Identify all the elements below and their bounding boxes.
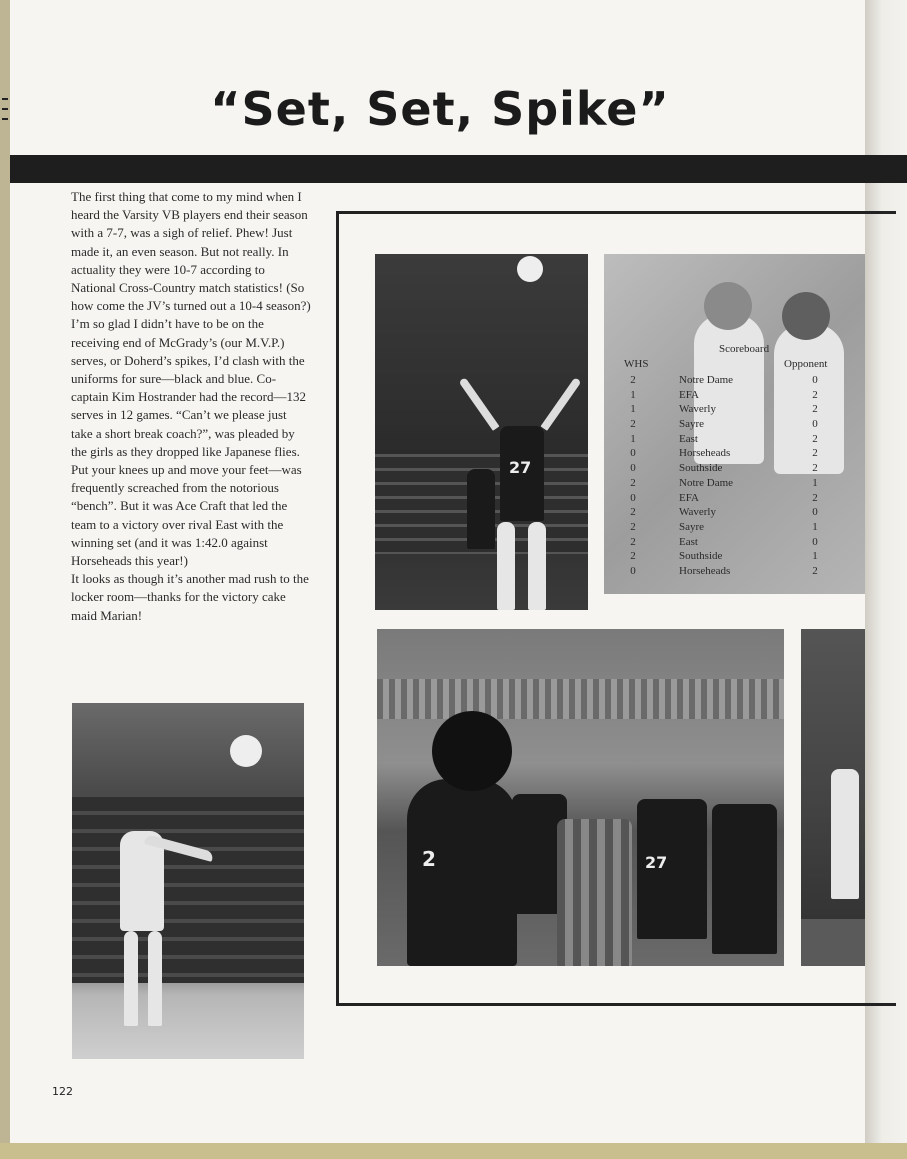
opponent-score: 0 [812, 374, 818, 386]
article-paragraph: I’m so glad I didn’t have to be on the receiving end of McGrady’s (our M.V.P.) serves, or Doherd’s spikes, I’d clash with the uniforms for sure—black and blue. Co-captain Kim Hostrander had the record—132 serves in 12 games. “Can’t we please just take a short break coach?”, was pleaded by the girls as they dropped like Japanese flies. Put your knees up and move your feet—was frequently screached from the notorious “bench”. But it was Ace Craft that led the team to a victory over rival East with the winning set (and it was 1:42.0 against Horseheads this year!) [71, 316, 307, 569]
opponent-score: 2 [812, 403, 818, 416]
team-name: Southside [679, 550, 723, 563]
photo-team-scoreboard [604, 254, 865, 594]
binding-mark [2, 108, 8, 110]
jersey-number-2: 2 [422, 847, 436, 871]
binding-mark [2, 98, 8, 100]
team-name: Notre Dame [679, 476, 734, 489]
whs-score: 2 [630, 535, 636, 548]
gym-railing [377, 679, 784, 719]
photo-game-action-cropped [801, 629, 865, 966]
opponent-score: 2 [812, 491, 818, 504]
team-name: East [679, 535, 698, 548]
team-name: Waverly [679, 506, 716, 519]
opponent-score: 2 [812, 564, 818, 577]
player-figure [831, 769, 859, 899]
opponent-score: 0 [812, 418, 818, 431]
jersey-number-27: 27 [645, 853, 668, 872]
book-binding [0, 0, 10, 1143]
opponent-teams [679, 373, 789, 579]
opponent-score: 1 [812, 550, 818, 563]
whs-score: 0 [630, 564, 636, 577]
volleyball [230, 735, 262, 767]
whs-score: 2 [630, 506, 636, 519]
opponent-score: 0 [812, 506, 818, 519]
jersey-number-27: 27 [509, 458, 532, 477]
bleachers-crowd [72, 793, 304, 983]
page-title: “Set, Set, Spike” [210, 82, 670, 136]
whs-score: 0 [630, 491, 636, 504]
team-name: EFA [679, 491, 699, 504]
page-bottom-edge [0, 1143, 907, 1159]
team-name: Southside [679, 462, 723, 475]
whs-score: 2 [630, 418, 636, 431]
player-legs [497, 522, 515, 610]
player-legs [528, 522, 546, 610]
article-paragraph: It looks as though it’s another mad rush to the locker room—thanks for the victory cake maid Marian! [71, 571, 309, 623]
team-name: Sayre [679, 520, 705, 533]
whs-score: 0 [630, 462, 636, 475]
team-name: Sayre [679, 418, 705, 431]
player-arm [541, 377, 582, 431]
opponent-score: 2 [812, 432, 818, 445]
player-figure [712, 804, 777, 954]
binding-mark [2, 118, 8, 120]
opponent-score: 2 [812, 462, 818, 475]
team-name: EFA [679, 388, 699, 401]
volleyball [517, 256, 543, 282]
opponent-score: 2 [812, 447, 818, 460]
whs-score: 2 [630, 374, 636, 386]
article-paragraph: The first thing that come to my mind when I heard the Varsity VB players end their season with a 7-7, was a sigh of relief. Phew! Just made it, an even season. But not really. In actuality they were 10-7 according to National Cross-Country match statistics! (So how come the JV’s turned out a 10-4 season?) [71, 189, 311, 314]
scoreboard [604, 254, 865, 594]
team-name: Notre Dame [679, 374, 734, 386]
team-name: Horseheads [679, 564, 731, 577]
team-name: Horseheads [679, 447, 731, 460]
whs-score: 2 [630, 520, 636, 533]
whs-column-label: WHS [624, 358, 649, 370]
opponent-score: 1 [812, 476, 818, 489]
whs-score: 0 [630, 447, 636, 460]
title-rule-bar [10, 155, 865, 183]
opponent-score: 2 [812, 388, 818, 401]
background-player [467, 469, 495, 549]
team-name: East [679, 432, 698, 445]
scoreboard-heading: Scoreboard [719, 343, 770, 355]
opponent-score: 1 [812, 520, 818, 533]
player-legs [124, 931, 138, 1026]
whs-score: 2 [630, 550, 636, 563]
whs-score: 1 [630, 388, 636, 401]
player-head [432, 711, 512, 791]
photo-team-huddle [377, 629, 784, 966]
whs-score: 1 [630, 432, 636, 445]
photo-player-bump [72, 703, 304, 1059]
gym-floor [801, 919, 865, 966]
whs-score: 1 [630, 403, 636, 416]
article-text [71, 188, 311, 625]
player-figure [407, 779, 517, 966]
player-arm [459, 377, 500, 431]
whs-scores [626, 373, 640, 579]
team-name: Waverly [679, 403, 716, 416]
player-legs [148, 931, 162, 1026]
opponent-column-label: Opponent [784, 358, 828, 370]
photo-spiker-jumping [375, 254, 588, 610]
opponent-score: 0 [812, 535, 818, 548]
facing-page-rule [865, 155, 907, 183]
page-number: 122 [52, 1085, 73, 1098]
opponent-scores [808, 373, 822, 579]
coach-figure [557, 819, 632, 966]
whs-score: 2 [630, 476, 636, 489]
